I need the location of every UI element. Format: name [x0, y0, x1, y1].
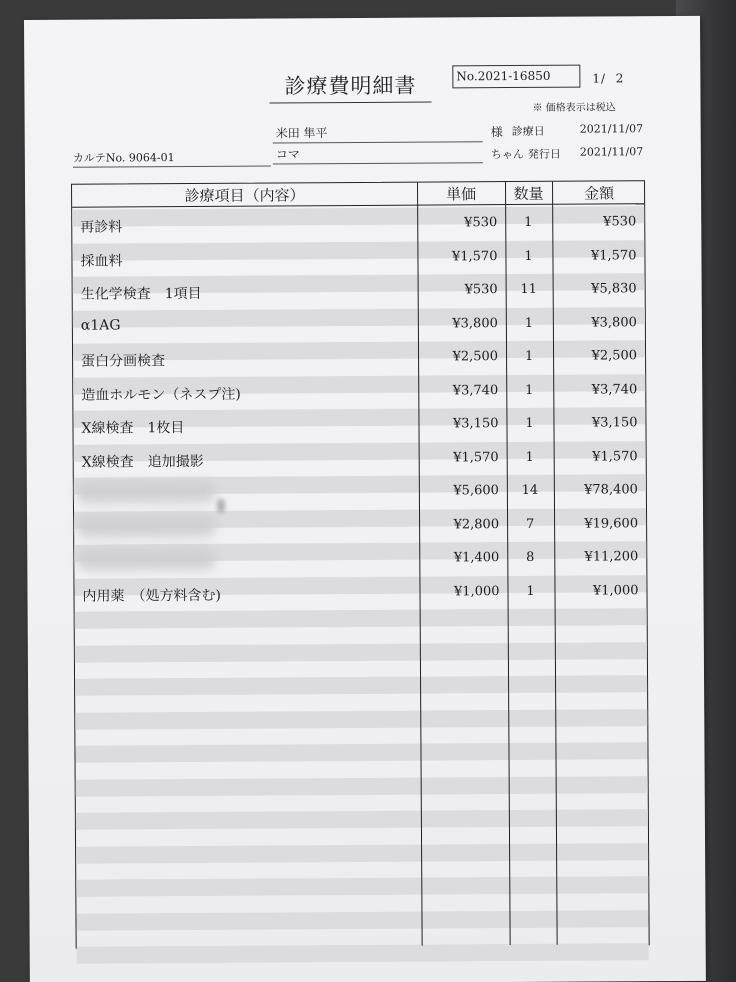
table-row [74, 473, 646, 509]
row-qty: 11 [520, 281, 537, 297]
table-row [73, 339, 645, 375]
visit-date-label: 診療日 [511, 124, 545, 139]
row-qty: 1 [524, 214, 533, 230]
owner-name: 米田 隼平 [273, 123, 483, 143]
row-qty: 1 [525, 449, 534, 465]
row-qty: 1 [524, 348, 534, 364]
row-qty: 1 [524, 315, 534, 331]
row-amount: ¥530 [603, 214, 637, 230]
redacted-item [76, 548, 216, 571]
row-amount: ¥1,570 [592, 448, 638, 465]
redacted-item [76, 481, 216, 504]
row-item: 造血ホルモン（ネスプ注) [81, 386, 241, 404]
row-price: ¥2,500 [452, 349, 499, 365]
pet-suffix: ちゃん [490, 147, 524, 162]
invoice-paper [24, 16, 706, 982]
row-price: ¥3,800 [452, 315, 498, 331]
table-row [72, 205, 644, 241]
table-row [74, 507, 646, 543]
row-amount: ¥3,740 [591, 381, 638, 398]
table-stripe [75, 742, 647, 762]
table-stripe [77, 943, 649, 963]
row-price: ¥2,800 [453, 516, 500, 532]
issue-date-label: 発行日 [527, 147, 561, 161]
page-indicator: 1/ 2 [592, 71, 625, 86]
row-amount: ¥1,000 [592, 582, 639, 599]
row-price: ¥530 [464, 215, 498, 231]
table-stripe [75, 642, 647, 662]
paper-smudge [217, 499, 225, 513]
row-qty: 1 [524, 248, 533, 264]
row-price: ¥3,150 [452, 416, 499, 432]
table-row [74, 540, 646, 576]
table-row [73, 272, 645, 308]
header-amount: 金額 [584, 184, 615, 203]
row-qty: 8 [526, 549, 535, 565]
table-stripe [75, 709, 647, 729]
owner-suffix: 様 [490, 125, 503, 140]
issue-date: 2021/11/07 [579, 145, 644, 159]
table-stripe [76, 876, 648, 896]
document-title: 診療費明細書 [269, 70, 431, 104]
row-amount: ¥11,200 [584, 549, 639, 565]
karte-number: カルテNo. 9064-01 [73, 148, 271, 167]
table-stripe [75, 675, 647, 695]
row-qty: 1 [525, 382, 534, 398]
row-amount: ¥78,400 [584, 482, 638, 498]
row-item: X線検査 1枚目 [81, 420, 185, 437]
table-row [72, 239, 644, 275]
table-stripe [75, 608, 647, 628]
row-amount: ¥1,570 [590, 247, 637, 264]
header-item: 診療項目（内容） [184, 186, 305, 206]
table-stripe [76, 809, 648, 829]
table-stripe [76, 843, 648, 863]
row-price: ¥1,000 [453, 583, 500, 599]
row-amount: ¥5,830 [591, 281, 637, 297]
table-row [73, 306, 645, 342]
row-amount: ¥3,800 [591, 314, 637, 331]
row-price: ¥530 [464, 282, 498, 298]
row-price: ¥5,600 [453, 483, 499, 499]
row-price: ¥1,570 [451, 248, 498, 264]
row-item: 再診料 [80, 219, 123, 236]
row-amount: ¥3,150 [591, 415, 638, 431]
row-qty: 1 [525, 415, 534, 431]
row-item: 採血料 [80, 252, 123, 270]
row-item: 生化学検査 1項目 [80, 285, 202, 303]
row-qty: 1 [526, 583, 535, 599]
table-row [73, 373, 645, 409]
row-price: ¥3,740 [452, 382, 499, 398]
row-item: 蛋白分画検査 [81, 353, 166, 370]
row-item: X線検査 追加撮影 [81, 453, 204, 471]
table-stripe [76, 776, 648, 796]
tax-note: ※ 価格表示は税込 [532, 102, 616, 114]
invoice-table [71, 180, 650, 948]
pet-name: コマ [273, 144, 483, 164]
table-row [74, 574, 646, 610]
row-item: 内用薬 （処方料含む) [82, 587, 222, 605]
visit-date: 2021/11/07 [579, 122, 644, 136]
row-price: ¥1,570 [453, 449, 499, 465]
document-number: No.2021-16850 [452, 65, 580, 89]
row-item: α1AG [80, 316, 121, 334]
table-row [74, 440, 646, 476]
row-price: ¥1,400 [453, 550, 500, 566]
row-amount: ¥2,500 [591, 348, 638, 364]
table-row [73, 406, 645, 442]
row-qty: 14 [521, 482, 539, 498]
row-qty: 7 [525, 516, 535, 532]
redacted-item [76, 514, 216, 537]
header-qty: 数量 [513, 184, 544, 204]
table-stripe [76, 910, 648, 930]
header-price: 単価 [446, 185, 477, 204]
row-amount: ¥19,600 [584, 515, 639, 532]
